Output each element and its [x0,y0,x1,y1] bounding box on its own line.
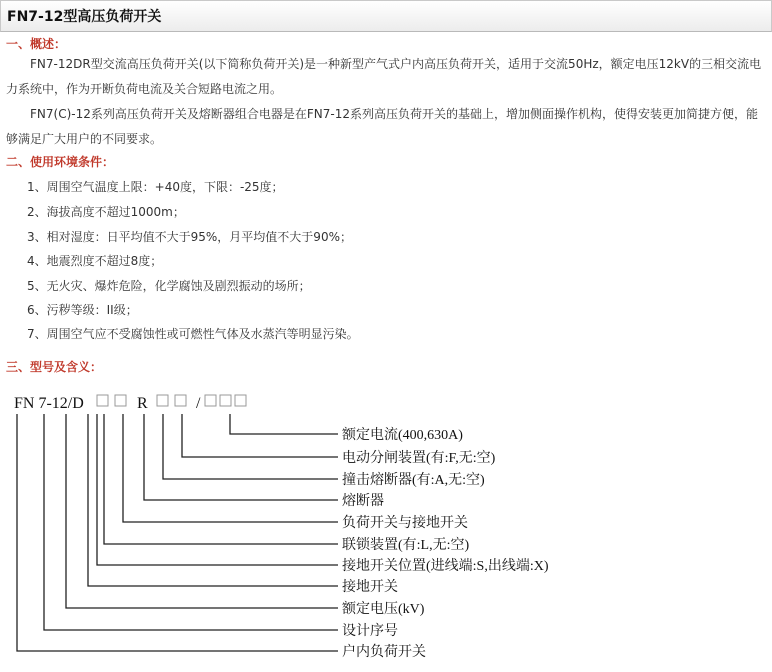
model-code-diagram [0,380,772,672]
list-item: 3、相对湿度：日平均值不大于95%，月平均值不大于90%； [27,230,352,244]
section1-paragraph1: FN7-12DR型交流高压负荷开关(以下简称负荷开关)是一种新型产气式户内高压负荷开关，适用于交流50Hz，额定电压12kV的三相交流电力系统中，作为开断负荷电流及关合短路电流之用。 [6,57,762,96]
code-meaning-label: 户内负荷开关 [342,645,426,660]
code-meaning-label: 额定电压(kV) [342,602,425,617]
code-box [235,395,246,406]
section2-heading: 二、使用环境条件： [6,155,115,169]
section3-heading: 三、型号及含义： [6,360,103,374]
leader-line [66,414,338,608]
code-meaning-label: 熔断器 [342,494,384,509]
section1-paragraph2: FN7(C)-12系列高压负荷开关及熔断器组合电器是在FN7-12系列高压负荷开关的基础上，增加侧面操作机构，使得安装更加简捷方便，能够满足广大用户的不同要求。 [6,107,758,146]
leader-line [17,414,338,651]
list-item: 1、周围空气温度上限：+40度，下限：-25度； [27,180,284,194]
code-meaning-label: 联锁装置(有:L,无:空) [342,538,470,553]
list-item: 2、海拔高度不超过1000m； [27,205,185,219]
code-box [175,395,186,406]
list-item: 7、周围空气应不受腐蚀性或可燃性气体及水蒸汽等明显污染。 [27,327,359,341]
page-title: FN7-12型高压负荷开关 [7,9,162,25]
leader-line [182,414,338,457]
list-item: 6、污秽等级：II级； [27,303,138,317]
leader-line [230,414,338,434]
code-box [97,395,108,406]
model-slash: / [196,395,201,412]
code-meaning-label: 负荷开关与接地开关 [342,516,468,531]
code-meaning-label: 电动分闸装置(有:F,无:空) [342,451,496,466]
leader-line [97,414,338,565]
code-meaning-label: 接地开关位置(进线端:S,出线端:X) [342,559,549,574]
leader-line [163,414,338,479]
code-box [205,395,216,406]
code-meaning-label: 额定电流(400,630A) [342,428,463,443]
code-box [115,395,126,406]
code-meaning-label: 接地开关 [342,580,398,595]
section1-heading: 一、概述： [6,37,67,51]
model-prefix: FN 7-12/D [14,395,84,412]
list-item: 5、无火灾、爆炸危险，化学腐蚀及剧烈振动的场所； [27,279,311,293]
title-bar [0,0,772,32]
code-meaning-label: 撞击熔断器(有:A,无:空) [342,473,485,488]
list-item: 4、地震烈度不超过8度； [27,254,163,268]
code-box [157,395,168,406]
model-r: R [137,395,148,412]
code-meaning-label: 设计序号 [342,624,398,639]
code-box [220,395,231,406]
